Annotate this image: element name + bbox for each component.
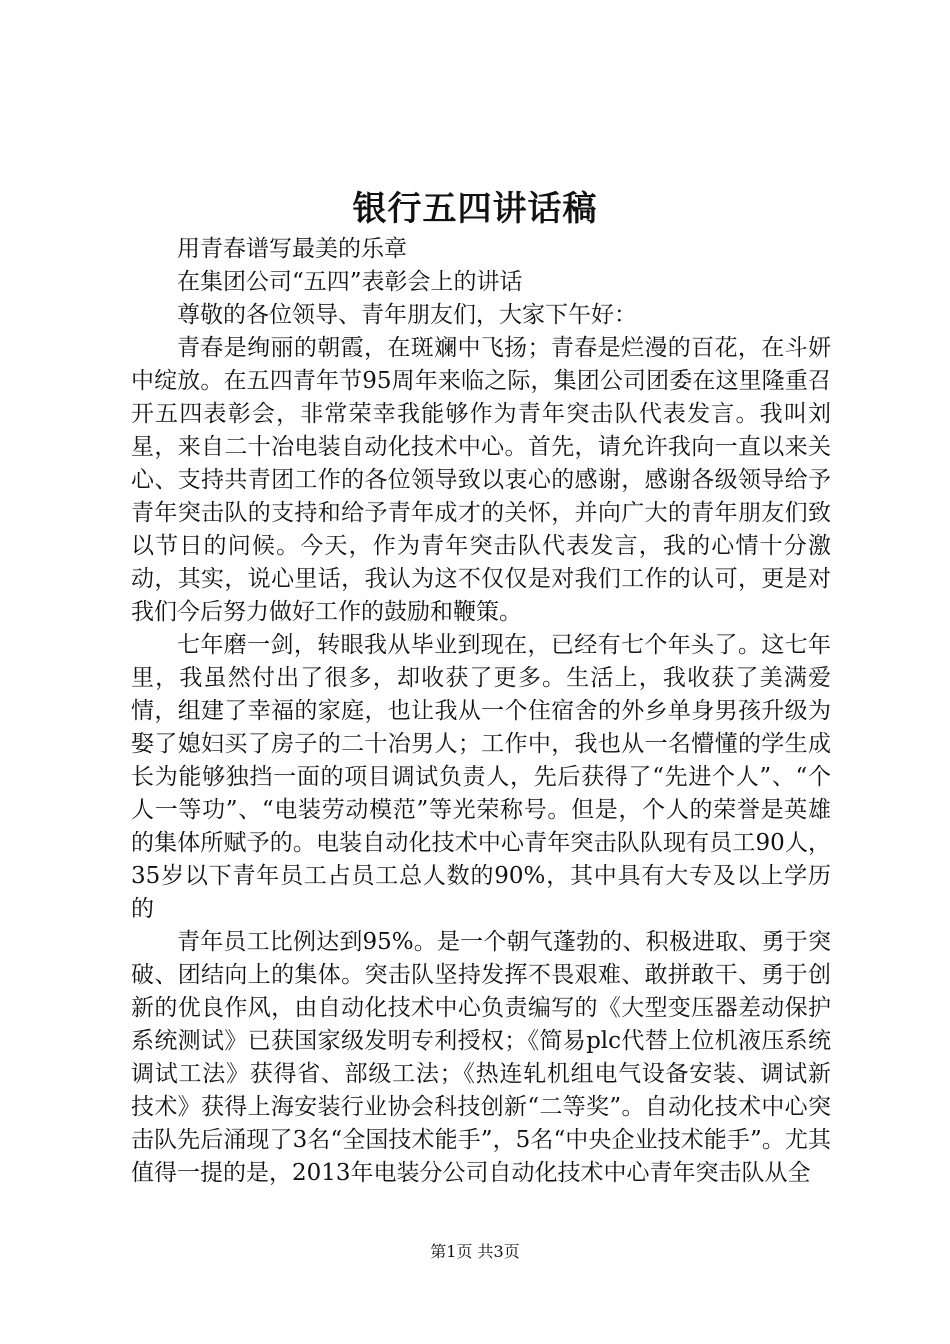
- page-number: 第1页 共3页: [430, 1242, 520, 1261]
- paragraph-subtitle: 用青春谱写最美的乐章: [177, 236, 407, 262]
- paragraph-greeting: 尊敬的各位领导、青年朋友们，大家下午好：: [177, 302, 637, 328]
- document-body: [131, 233, 831, 1190]
- document-title: 银行五四讲话稿: [352, 189, 598, 229]
- paragraph-body: 青春是绚丽的朝霞，在斑斓中飞扬；青春是烂漫的百花，在斗妍中绽放。在五四青年节95周年来临之际，集团公司团委在这里隆重召开五四表彰会，非常荣幸我能够作为青年突击队代表发言。我叫刘星，来自二十冶电装自动化技术中心。首先，请允许我向一直以来关心、支持共青团工作的各位领导致以衷心的感谢，感谢各级领导给予青年突击队的支持和给予青年成才的关怀，并向广大的青年朋友们致以节日的问候。今天，作为青年突击队代表发言，我的心情十分激动，其实，说心里话，我认为这不仅仅是对我们工作的认可，更是对我们今后努力做好工作的鼓励和鞭策。: [131, 335, 831, 625]
- paragraph-body: 七年磨一剑，转眼我从毕业到现在，已经有七个年头了。这七年里，我虽然付出了很多，却收获了更多。生活上，我收获了美满爱情，组建了幸福的家庭，也让我从一个住宿舍的外乡单身男孩升级为娶了媳妇买了房子的二十冶男人；工作中，我也从一名懵懂的学生成长为能够独挡一面的项目调试负责人，先后获得了“先进个人”、“个人一等功”、“电装劳动模范”等光荣称号。但是，个人的荣誉是英雄的集体所赋予的。电装自动化技术中心青年突击队队现有员工90人，35岁以下青年员工占员工总人数的90%，其中具有大专及以上学历的: [131, 632, 831, 922]
- paragraph-body: 青年员工比例达到95%。是一个朝气蓬勃的、积极进取、勇于突破、团结向上的集体。突击队坚持发挥不畏艰难、敢拼敢干、勇于创新的优良作风，由自动化技术中心负责编写的《大型变压器差动保护系统测试》已获国家级发明专利授权；《简易plc代替上位机液压系统调试工法》获得省、部级工法；《热连轧机组电气设备安装、调试新技术》获得上海安装行业协会科技创新“二等奖”。自动化技术中心突击队先后涌现了3名“全国技术能手”，5名“中央企业技术能手”。尤其值得一提的是，2013年电装分公司自动化技术中心青年突击队从全: [131, 929, 831, 1186]
- paragraph-occasion: 在集团公司“五四”表彰会上的讲话: [177, 269, 523, 295]
